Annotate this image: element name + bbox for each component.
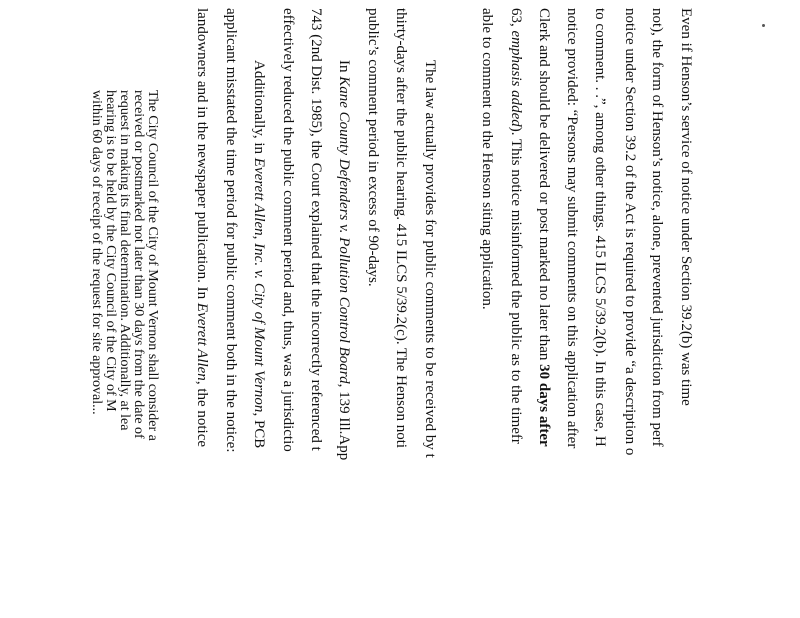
line-p1-l2 (649, 8, 664, 447)
line-p1-l4 (592, 8, 607, 447)
text-run: within 60 days of receipt of the request for site approval... (89, 90, 104, 415)
line-p3-l2 (308, 8, 323, 451)
line-p1-l1 (678, 8, 693, 406)
text-run: public’s comment period in excess of 90-days. (365, 8, 381, 287)
text-run: In (336, 60, 352, 77)
line-p1-l3 (622, 8, 637, 455)
text-run: The City Council of the City of Mount Vernon shall consider a (145, 90, 160, 441)
text-run: notice provided: “Persons may submit comments on this application after (564, 8, 580, 449)
line-q-l4 (103, 90, 117, 412)
text-run: Kane County Defenders v. Pollution Control Board (336, 76, 352, 384)
line-p1-l8 (479, 8, 494, 310)
text-run: , 139 Ill.App (336, 383, 352, 461)
text-run: received or postmarked not later than 30 days from the date of (131, 90, 146, 439)
line-q-l2 (131, 90, 145, 439)
text-run: 63, (508, 8, 524, 31)
text-run: , the notice (194, 380, 210, 448)
scan-speck (762, 24, 765, 27)
line-q-l1 (145, 90, 159, 441)
text-run: to comment. . .”, among other things. 415 ILCS 5/39.2(b). In this case, H (592, 8, 608, 447)
text-run: emphasis added (508, 30, 524, 127)
line-p4-l2 (223, 8, 238, 452)
line-q-l3 (117, 90, 131, 430)
text-run: Everett Allen (194, 302, 210, 381)
line-p1-l6 (536, 8, 551, 447)
text-run: Everett Allen, Inc. v. City of Mount Vernon (251, 157, 267, 413)
line-p4-l1 (251, 60, 266, 448)
text-run: The law actually provides for public comments to be received by t (422, 60, 438, 458)
text-run: Clerk and should be delivered or post marked no later than (536, 8, 552, 365)
line-p3-l3 (280, 8, 295, 452)
line-p2-l2 (393, 8, 408, 448)
line-p3-l1 (336, 60, 351, 460)
text-run: 30 days after (536, 364, 552, 447)
text-run: effectively reduced the public comment period and, thus, was a jurisdictio (280, 8, 296, 452)
line-p1-l7 (508, 8, 523, 444)
text-run: landowners and in the newspaper publication. In (194, 8, 210, 303)
text-run: Additionally, in (251, 60, 267, 158)
text-run: ). This notice misinformed the public as to the timefr (508, 126, 524, 444)
line-p2-l3 (365, 8, 380, 287)
text-run: , PCB (251, 412, 267, 449)
line-p2-l1 (422, 60, 437, 458)
text-run: request in making its final determination. Additionally, at lea (117, 90, 132, 431)
line-q-l5 (89, 90, 103, 415)
text-run: notice under Section 39.2 of the Act is required to provide “a description o (622, 8, 638, 456)
text-run: hearing is to be held by the City Council of the City of M (103, 90, 118, 412)
line-p4-l3 (194, 8, 209, 447)
text-run: thirty-days after the public hearing. 415 ILCS 5/39.2(c). The Henson noti (393, 8, 409, 449)
text-run: Even if Henson’s service of notice under Section 39.2(b) was time (678, 8, 694, 406)
line-p1-l5 (564, 8, 579, 448)
text-run: able to comment on the Henson siting application. (479, 8, 495, 310)
text-run: applicant misstated the time period for public comment both in the notice: (223, 8, 239, 453)
text-run: not), the form of Henson’s notice, alone, prevented jurisdiction from perf (649, 8, 665, 447)
text-run: 743 (2nd Dist. 1985), the Court explained that the incorrectly referenced t (308, 8, 324, 451)
